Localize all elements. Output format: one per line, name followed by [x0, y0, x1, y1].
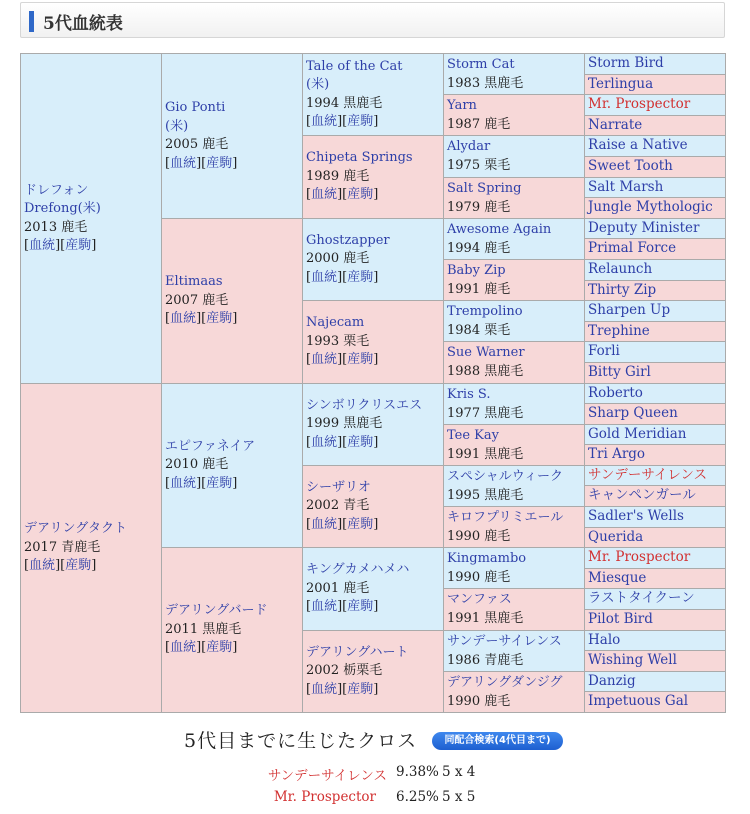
pedigree-cell-gen3: [303, 631, 444, 713]
cell-content: [447, 221, 581, 257]
bracket-open: [: [306, 187, 312, 203]
horse-name-link[interactable]: Thirty Zip: [588, 282, 657, 298]
cross-percent: 9.38%: [396, 764, 439, 780]
horse-info: 2017 青鹿毛: [24, 539, 101, 555]
cell-content: [447, 303, 581, 339]
horse-name-link[interactable]: Impetuous Gal: [588, 693, 689, 709]
horse-name-link[interactable]: デアリングダンジグ: [447, 675, 563, 690]
horse-info: 2007 鹿毛: [165, 292, 229, 308]
horse-info: 2013 鹿毛: [24, 219, 88, 235]
horse-name-link[interactable]: Halo: [588, 632, 621, 648]
horse-info: 1993 栗毛: [306, 333, 370, 349]
bracket-open: [: [165, 475, 171, 491]
pedigree-cell-gen2: [162, 54, 303, 219]
bracket-open: [: [60, 558, 66, 574]
bracket-close: ]: [373, 187, 379, 203]
horse-name-link[interactable]: Mr. Prospector: [588, 96, 691, 112]
bracket-open: [: [201, 475, 207, 491]
pedigree-cell-gen5: [585, 54, 726, 75]
produce-link[interactable]: 産駒: [347, 434, 374, 450]
links-row: [306, 681, 440, 700]
horse-name-link[interactable]: Tri Argo: [588, 446, 646, 462]
produce-link[interactable]: 産駒: [347, 681, 374, 697]
links-row: [306, 113, 440, 132]
pedigree-link[interactable]: 血統: [311, 599, 338, 615]
pedigree-link[interactable]: 血統: [311, 681, 338, 697]
horse-name-link[interactable]: ラストタイクーン: [588, 590, 695, 606]
horse-info: 2000 鹿毛: [306, 251, 370, 267]
pedigree-cell-gen1: [21, 54, 162, 384]
cross-horse-link[interactable]: サンデーサイレンス: [267, 768, 387, 784]
cell-content: [447, 509, 581, 545]
bracket-open: [: [165, 155, 171, 171]
cell-content: [24, 56, 158, 381]
cell-content: [447, 138, 581, 175]
bracket-open: [: [306, 269, 312, 285]
bracket-close: ]: [337, 599, 343, 615]
bracket-open: [: [342, 187, 348, 203]
horse-name-origin[interactable]: (米): [165, 118, 189, 134]
pedigree-cell-gen5: [585, 466, 726, 486]
horse-name-link[interactable]: Pilot Bird: [588, 611, 653, 627]
horse-info: 2010 鹿毛: [165, 457, 229, 473]
bracket-open: [: [60, 238, 66, 253]
cell-content: [447, 427, 581, 463]
pedigree-link[interactable]: 血統: [311, 269, 338, 285]
horse-name-link[interactable]: Gio Ponti: [165, 100, 226, 115]
horse-name-link[interactable]: Danzig: [588, 673, 636, 689]
produce-link[interactable]: 産駒: [347, 269, 374, 285]
links-row: [165, 155, 299, 174]
pedigree-cell-gen5: [585, 116, 726, 136]
pedigree-cell-gen4: [444, 548, 585, 589]
cell-content: [165, 56, 299, 216]
pedigree-link[interactable]: 血統: [170, 311, 197, 327]
links-row: [165, 639, 299, 658]
pedigree-link[interactable]: 血統: [311, 516, 338, 532]
pedigree-cell-gen5: [585, 157, 726, 178]
links-row: [306, 598, 440, 617]
horse-name-link[interactable]: シーザリオ: [306, 479, 371, 495]
pedigree-cell-gen5: [585, 507, 726, 528]
pedigree-cell-gen3: [303, 219, 444, 301]
horse-info: 1979 鹿毛: [447, 199, 511, 215]
bracket-close: ]: [337, 114, 343, 129]
horse-name-link[interactable]: シンボリクリスエス: [306, 397, 423, 413]
bracket-close: ]: [373, 352, 379, 368]
horse-info: 1994 黒鹿毛: [306, 95, 383, 111]
horse-name-link[interactable]: Yarn: [447, 98, 477, 113]
bracket-open: [: [306, 599, 312, 615]
horse-info: 2001 鹿毛: [306, 580, 370, 596]
horse-name-link[interactable]: Salt Spring: [447, 181, 522, 196]
horse-info: 1995 黒鹿毛: [447, 487, 524, 503]
cross-row: [0, 789, 750, 809]
produce-link[interactable]: 産駒: [65, 558, 92, 574]
horse-name-link[interactable]: Raise a Native: [588, 137, 688, 153]
bracket-open: [: [342, 516, 348, 532]
bracket-open: [: [306, 352, 312, 368]
pedigree-cell-gen4: [444, 178, 585, 219]
horse-name-link[interactable]: スペシャルウィーク: [447, 469, 563, 484]
bracket-open: [: [342, 599, 348, 615]
horse-name-link[interactable]: Querida: [588, 529, 644, 545]
bracket-open: [: [201, 155, 207, 171]
horse-name-origin[interactable]: (米): [306, 77, 330, 92]
cell-content: [306, 221, 440, 298]
pedigree-link[interactable]: 血統: [311, 187, 338, 203]
cross-horse-link[interactable]: Mr. Prospector: [273, 789, 376, 805]
pedigree-cell-gen5: [585, 301, 726, 322]
horse-info: 2011 黒鹿毛: [165, 621, 242, 637]
bracket-open: [: [165, 311, 171, 327]
pedigree-cell-gen5: [585, 528, 726, 548]
cell-content: [165, 221, 299, 381]
bracket-close: ]: [373, 114, 379, 129]
pedigree-cell-gen4: [444, 136, 585, 178]
horse-name-link[interactable]: Kris S.: [447, 387, 491, 402]
same-mating-search-button[interactable]: 同配合検索(4代目まで): [432, 732, 563, 750]
bracket-close: ]: [373, 681, 379, 697]
horse-name-link[interactable]: Kingmambo: [447, 551, 527, 566]
bracket-close: ]: [232, 640, 238, 656]
horse-info: 1984 栗毛: [447, 322, 511, 338]
cross-generations: 5 x 4: [442, 764, 476, 780]
cell-content: [306, 386, 440, 463]
produce-link[interactable]: 産駒: [347, 599, 374, 615]
pedigree-cell-gen3: [303, 548, 444, 631]
links-row: [306, 186, 440, 205]
pedigree-cell-gen5: [585, 75, 726, 95]
horse-info: 1994 鹿毛: [447, 240, 511, 256]
bracket-open: [: [306, 434, 312, 450]
links-row: [24, 557, 158, 576]
pedigree-cell-gen4: [444, 466, 585, 507]
horse-info: 1986 青鹿毛: [447, 652, 524, 668]
cell-content: [447, 633, 581, 669]
cell-content: [165, 550, 299, 710]
pedigree-link[interactable]: 血統: [311, 434, 338, 450]
pedigree-link[interactable]: 血統: [170, 155, 197, 171]
cell-content: [306, 138, 440, 216]
horse-info: 1991 黒鹿毛: [447, 610, 524, 626]
horse-name-link[interactable]: Tee Kay: [447, 428, 499, 443]
pedigree-cell-gen4: [444, 507, 585, 548]
horse-name-link[interactable]: Jungle Mythologic: [588, 199, 713, 215]
horse-name-link[interactable]: Awesome Again: [447, 222, 552, 237]
pedigree-cell-gen5: [585, 692, 726, 713]
bracket-close: ]: [196, 640, 202, 656]
horse-info: 1987 鹿毛: [447, 116, 511, 132]
horse-name-link[interactable]: Storm Cat: [447, 57, 515, 72]
links-row: [306, 351, 440, 370]
pedigree-cell-gen5: [585, 95, 726, 116]
horse-name-link[interactable]: サンデーサイレンス: [588, 467, 708, 483]
pedigree-cell-gen4: [444, 301, 585, 342]
pedigree-cell-gen5: [585, 445, 726, 466]
horse-name-origin[interactable]: Drefong(米): [24, 201, 101, 216]
horse-name-link[interactable]: サンデーサイレンス: [447, 634, 562, 649]
produce-link[interactable]: 産駒: [206, 311, 233, 327]
pedigree-cell-gen5: [585, 239, 726, 260]
horse-info: 1990 鹿毛: [447, 569, 511, 585]
pedigree-link[interactable]: 血統: [311, 352, 338, 368]
bracket-open: [: [342, 352, 348, 368]
pedigree-cell-gen4: [444, 342, 585, 384]
bracket-close: ]: [196, 311, 202, 327]
pedigree-link[interactable]: 血統: [170, 640, 197, 656]
pedigree-cell-gen4: [444, 589, 585, 631]
pedigree-cell-gen5: [585, 198, 726, 219]
pedigree-cell-gen4: [444, 384, 585, 425]
horse-info: 1977 黒鹿毛: [447, 405, 524, 421]
bracket-close: ]: [232, 311, 238, 327]
bracket-open: [: [201, 640, 207, 656]
horse-name-link[interactable]: キングカメハメハ: [306, 562, 410, 578]
horse-name-link[interactable]: デアリングハート: [306, 644, 409, 660]
bracket-open: [: [342, 681, 348, 697]
horse-name-link[interactable]: Trephine: [588, 323, 650, 339]
bracket-close: ]: [373, 434, 379, 450]
bracket-close: ]: [373, 516, 379, 532]
horse-info: 1989 鹿毛: [306, 168, 370, 184]
cell-content: [165, 386, 299, 545]
bracket-close: ]: [337, 516, 343, 532]
pedigree-cell-gen5: [585, 610, 726, 631]
cell-content: [306, 633, 440, 710]
cell-content: [306, 56, 440, 133]
bracket-close: ]: [91, 558, 97, 574]
pedigree-cell-gen3: [303, 384, 444, 466]
cell-content: [306, 468, 440, 545]
horse-name-link[interactable]: Bitty Girl: [588, 364, 651, 380]
links-row: [165, 310, 299, 329]
horse-info: 1999 黒鹿毛: [306, 416, 383, 432]
bracket-close: ]: [337, 681, 343, 697]
pedigree-cell-gen4: [444, 425, 585, 466]
horse-name-link[interactable]: デアリングバード: [165, 603, 268, 619]
pedigree-cell-gen5: [585, 136, 726, 157]
cell-content: [447, 262, 581, 298]
pedigree-cell-gen5: [585, 219, 726, 239]
produce-link[interactable]: 産駒: [347, 114, 374, 129]
pedigree-cell-gen5: [585, 672, 726, 692]
pedigree-cell-gen5: [585, 281, 726, 301]
horse-name-link[interactable]: Roberto: [588, 385, 643, 401]
bracket-open: [: [165, 640, 171, 656]
bracket-close: ]: [196, 155, 202, 171]
horse-name-link[interactable]: Miesque: [588, 570, 647, 586]
bracket-close: ]: [373, 269, 379, 285]
pedigree-cell-gen5: [585, 425, 726, 445]
pedigree-link[interactable]: 血統: [170, 475, 197, 491]
pedigree-cell-gen4: [444, 95, 585, 136]
pedigree-cell-gen4: [444, 260, 585, 301]
bracket-close: ]: [373, 599, 379, 615]
horse-info: 2002 青毛: [306, 498, 370, 514]
horse-name-link[interactable]: Sadler's Wells: [588, 508, 684, 524]
links-row: [165, 475, 299, 494]
links-row: [306, 269, 440, 288]
horse-info: 2005 鹿毛: [165, 137, 229, 152]
bracket-open: [: [342, 269, 348, 285]
horse-name-link[interactable]: Deputy Minister: [588, 220, 700, 236]
horse-info: 1988 黒鹿毛: [447, 363, 524, 379]
horse-name-link[interactable]: Ghostzapper: [306, 232, 390, 248]
horse-info: 1991 鹿毛: [447, 281, 511, 297]
horse-info: 1990 鹿毛: [447, 693, 511, 709]
horse-name-link[interactable]: Baby Zip: [447, 263, 506, 278]
pedigree-cell-gen5: [585, 589, 726, 610]
bracket-open: [: [306, 114, 312, 129]
horse-name-link[interactable]: Primal Force: [588, 240, 677, 256]
produce-link[interactable]: 産駒: [347, 187, 374, 203]
pedigree-cell-gen2: [162, 219, 303, 384]
horse-name-link[interactable]: Narrate: [588, 117, 643, 133]
horse-name-link[interactable]: Alydar: [447, 139, 491, 154]
horse-name-link[interactable]: Terlingua: [588, 76, 654, 92]
pedigree-cell-gen5: [585, 631, 726, 651]
horse-info: 1983 黒鹿毛: [447, 75, 524, 91]
horse-name-link[interactable]: Storm Bird: [588, 55, 664, 71]
horse-name-link[interactable]: Eltimaas: [165, 274, 223, 290]
horse-name-link[interactable]: Sue Warner: [447, 345, 525, 360]
pedigree-cell-gen3: [303, 466, 444, 548]
bracket-close: ]: [337, 352, 343, 368]
cell-content: [447, 97, 581, 133]
horse-name-link[interactable]: Mr. Prospector: [588, 549, 691, 565]
pedigree-link[interactable]: 血統: [29, 558, 56, 574]
section-title: 5代血統表: [43, 14, 123, 34]
cell-content: [447, 56, 581, 92]
pedigree-cell-gen3: [303, 301, 444, 384]
horse-name-link[interactable]: Tale of the Cat: [306, 58, 403, 74]
bracket-open: [: [24, 558, 30, 574]
produce-link[interactable]: 産駒: [347, 352, 374, 368]
bracket-close: ]: [232, 475, 238, 491]
bracket-open: [: [342, 434, 348, 450]
pedigree-cell-gen5: [585, 384, 726, 404]
pedigree-cell-gen4: [444, 54, 585, 95]
pedigree-cell-gen4: [444, 672, 585, 713]
cross-row: [0, 764, 750, 784]
cell-content: [447, 386, 581, 422]
pedigree-cell-gen5: [585, 651, 726, 672]
horse-name-link[interactable]: エピファネイア: [165, 438, 256, 454]
bracket-open: [: [24, 238, 30, 253]
pedigree-cell-gen5: [585, 178, 726, 198]
horse-name-link[interactable]: マンファス: [447, 592, 512, 607]
pedigree-cell-gen5: [585, 260, 726, 281]
cell-content: [447, 674, 581, 710]
horse-info: 1990 鹿毛: [447, 528, 511, 544]
horse-name-link[interactable]: Forli: [588, 343, 620, 359]
horse-name-link[interactable]: Sweet Tooth: [588, 158, 673, 174]
cell-content: [447, 180, 581, 216]
horse-name-link[interactable]: ドレフォン: [24, 182, 89, 198]
pedigree-cell-gen2: [162, 548, 303, 713]
cross-percent: 6.25%: [396, 789, 439, 805]
pedigree-cell-gen5: [585, 363, 726, 384]
cell-content: [447, 344, 581, 381]
horse-name-link[interactable]: Relaunch: [588, 261, 653, 277]
pedigree-cell-gen3: [303, 136, 444, 219]
cell-content: [306, 303, 440, 381]
cross-generations: 5 x 5: [442, 789, 476, 805]
bracket-open: [: [342, 114, 348, 129]
pedigree-cell-gen5: [585, 404, 726, 425]
horse-info: 2002 栃栗毛: [306, 663, 383, 679]
horse-name-link[interactable]: キャンペンガール: [588, 487, 696, 503]
links-row: [24, 237, 158, 256]
horse-name-link[interactable]: Gold Meridian: [588, 426, 687, 442]
cell-content: [306, 550, 440, 628]
pedigree-cell-gen5: [585, 322, 726, 342]
bracket-close: ]: [337, 434, 343, 450]
horse-name-link[interactable]: Sharp Queen: [588, 405, 678, 421]
horse-info: 1991 黒鹿毛: [447, 446, 524, 462]
bracket-close: ]: [55, 558, 61, 574]
pedigree-link[interactable]: 血統: [311, 114, 338, 129]
produce-link[interactable]: 産駒: [206, 640, 233, 656]
horse-name-link[interactable]: Wishing Well: [588, 652, 677, 668]
pedigree-table: [20, 53, 726, 713]
links-row: [306, 434, 440, 453]
links-row: [306, 516, 440, 535]
cell-content: [24, 386, 158, 710]
bracket-open: [: [306, 681, 312, 697]
pedigree-cell-gen5: [585, 342, 726, 363]
cross-title: 5代目までに生じたクロス: [184, 730, 418, 752]
pedigree-cell-gen4: [444, 219, 585, 260]
section-header: [20, 2, 725, 38]
horse-name-link[interactable]: Salt Marsh: [588, 179, 664, 195]
cell-content: [447, 468, 581, 504]
bracket-close: ]: [55, 238, 61, 253]
bracket-close: ]: [91, 238, 97, 253]
pedigree-cell-gen5: [585, 569, 726, 589]
horse-name-link[interactable]: Chipeta Springs: [306, 150, 413, 166]
bracket-close: ]: [232, 155, 238, 171]
produce-link[interactable]: 産駒: [347, 516, 374, 532]
horse-name-link[interactable]: デアリングタクト: [24, 521, 127, 537]
horse-name-link[interactable]: Najecam: [306, 315, 365, 331]
horse-info: 1975 栗毛: [447, 157, 511, 173]
bracket-close: ]: [196, 475, 202, 491]
horse-name-link[interactable]: Sharpen Up: [588, 302, 671, 318]
horse-name-link[interactable]: Trempolino: [447, 304, 523, 319]
pedigree-cell-gen3: [303, 54, 444, 136]
produce-link[interactable]: 産駒: [65, 238, 92, 253]
pedigree-cell-gen2: [162, 384, 303, 548]
pedigree-link[interactable]: 血統: [29, 238, 56, 253]
pedigree-cell-gen5: [585, 548, 726, 569]
bracket-open: [: [306, 516, 312, 532]
cell-content: [447, 591, 581, 628]
produce-link[interactable]: 産駒: [206, 475, 233, 491]
horse-name-link[interactable]: キロフプリミエール: [447, 510, 564, 525]
produce-link[interactable]: 産駒: [206, 155, 233, 171]
bracket-open: [: [201, 311, 207, 327]
pedigree-cell-gen5: [585, 486, 726, 507]
header-accent-bar: [29, 11, 34, 32]
pedigree-cell-gen4: [444, 631, 585, 672]
bracket-close: ]: [337, 187, 343, 203]
cell-content: [447, 550, 581, 586]
pedigree-cell-gen1: [21, 384, 162, 713]
bracket-close: ]: [337, 269, 343, 285]
